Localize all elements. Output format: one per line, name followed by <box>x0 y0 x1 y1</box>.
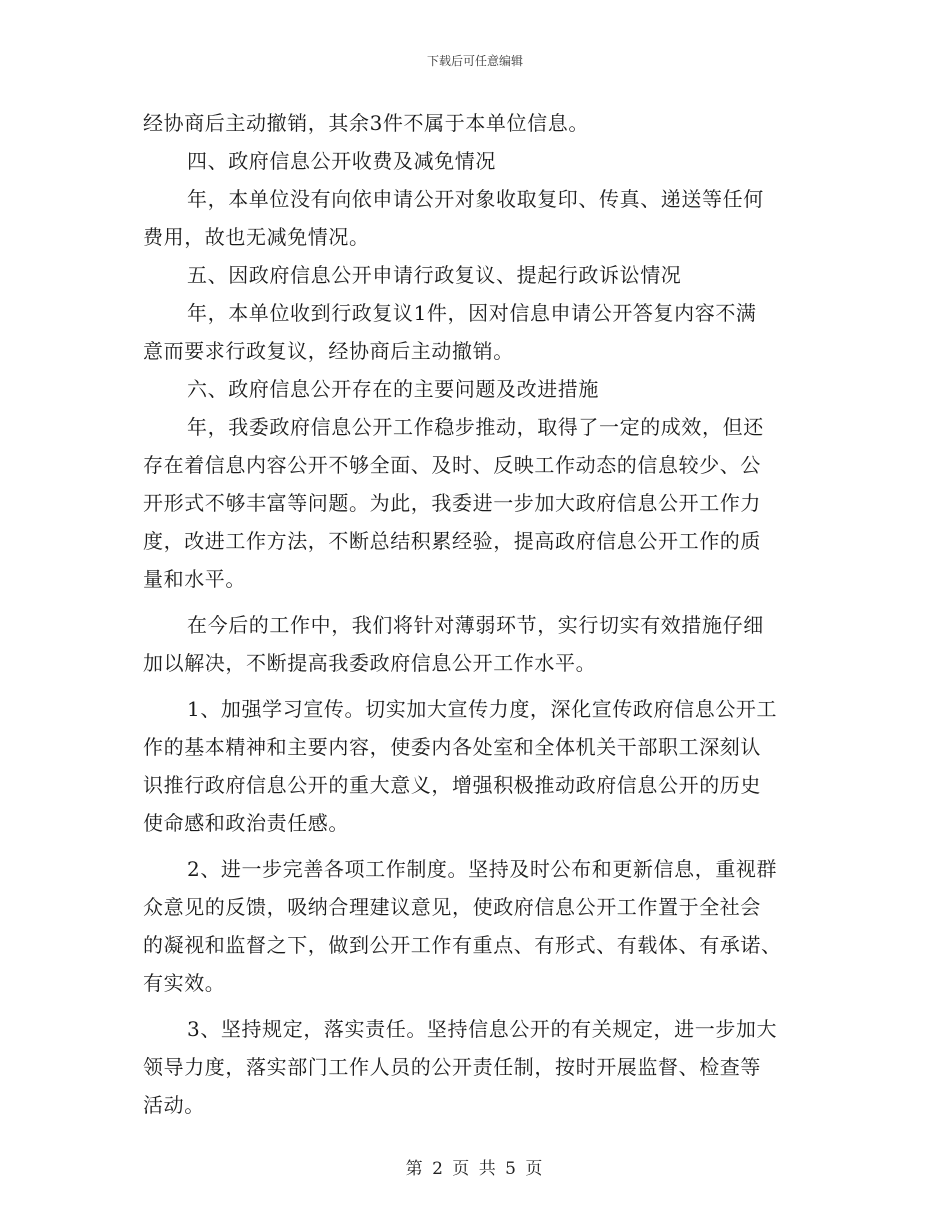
text-line: 有实效。 <box>143 971 226 995</box>
text-line: 经协商后主动撤销，其余3件不属于本单位信息。 <box>143 111 589 135</box>
page-footer: 第 2 页 共 5 页 <box>405 1159 545 1179</box>
text-line: 开形式不够丰富等问题。为此，我委进一步加大政府信息公开工作力 <box>143 491 761 515</box>
text-line: 众意见的反馈，吸纳合理建议意见，使政府信息公开工作置于全社会 <box>143 895 761 919</box>
text-line: 识推行政府信息公开的重大意义，增强积极推动政府信息公开的历史 <box>143 773 761 797</box>
text-line: 年，本单位收到行政复议1件，因对信息申请公开答复内容不满 <box>187 301 757 325</box>
text-line: 活动。 <box>143 1093 205 1117</box>
text-line: 的凝视和监督之下，做到公开工作有重点、有形式、有载体、有承诺、 <box>143 933 782 957</box>
text-line: 年，本单位没有向依申请公开对象收取复印、传真、递送等任何 <box>187 187 764 211</box>
text-line: 领导力度，落实部门工作人员的公开责任制，按时开展监督、检查等 <box>143 1055 761 1079</box>
text-line: 年，我委政府信息公开工作稳步推动，取得了一定的成效，但还 <box>187 415 764 439</box>
text-line: 存在着信息内容公开不够全面、及时、反映工作动态的信息较少、公 <box>143 453 761 477</box>
text-line: 度，改进工作方法，不断总结积累经验，提高政府信息公开工作的质 <box>143 529 761 553</box>
text-line: 量和水平。 <box>143 567 246 591</box>
page-header: 下载后可任意编辑 <box>426 54 523 68</box>
text-line: 四、政府信息公开收费及减免情况 <box>187 149 496 173</box>
text-line: 五、因政府信息公开申请行政复议、提起行政诉讼情况 <box>187 263 682 287</box>
text-line: 六、政府信息公开存在的主要问题及改进措施 <box>187 377 599 401</box>
text-line: 费用，故也无减免情况。 <box>143 225 370 249</box>
text-line: 2、进一步完善各项工作制度。坚持及时公布和更新信息，重视群 <box>187 857 778 881</box>
text-line: 3、坚持规定，落实责任。坚持信息公开的有关规定，进一步加大 <box>187 1017 778 1041</box>
paragraph-gap <box>143 682 807 690</box>
text-line: 作的基本精神和主要内容，使委内各处室和全体机关干部职工深刻认 <box>143 735 761 759</box>
text-line: 1、加强学习宣传。切实加大宣传力度，深化宣传政府信息公开工 <box>187 697 778 721</box>
text-line: 意而要求行政复议，经协商后主动撤销。 <box>143 339 514 363</box>
text-line: 加以解决，不断提高我委政府信息公开工作水平。 <box>143 651 597 675</box>
document-body <box>143 104 807 1124</box>
paragraph-gap <box>143 842 807 850</box>
paragraph-gap <box>143 598 807 606</box>
text-line: 使命感和政治责任感。 <box>143 811 349 835</box>
paragraph-gap <box>143 1002 807 1010</box>
text-line: 在今后的工作中，我们将针对薄弱环节，实行切实有效措施仔细 <box>187 613 764 637</box>
